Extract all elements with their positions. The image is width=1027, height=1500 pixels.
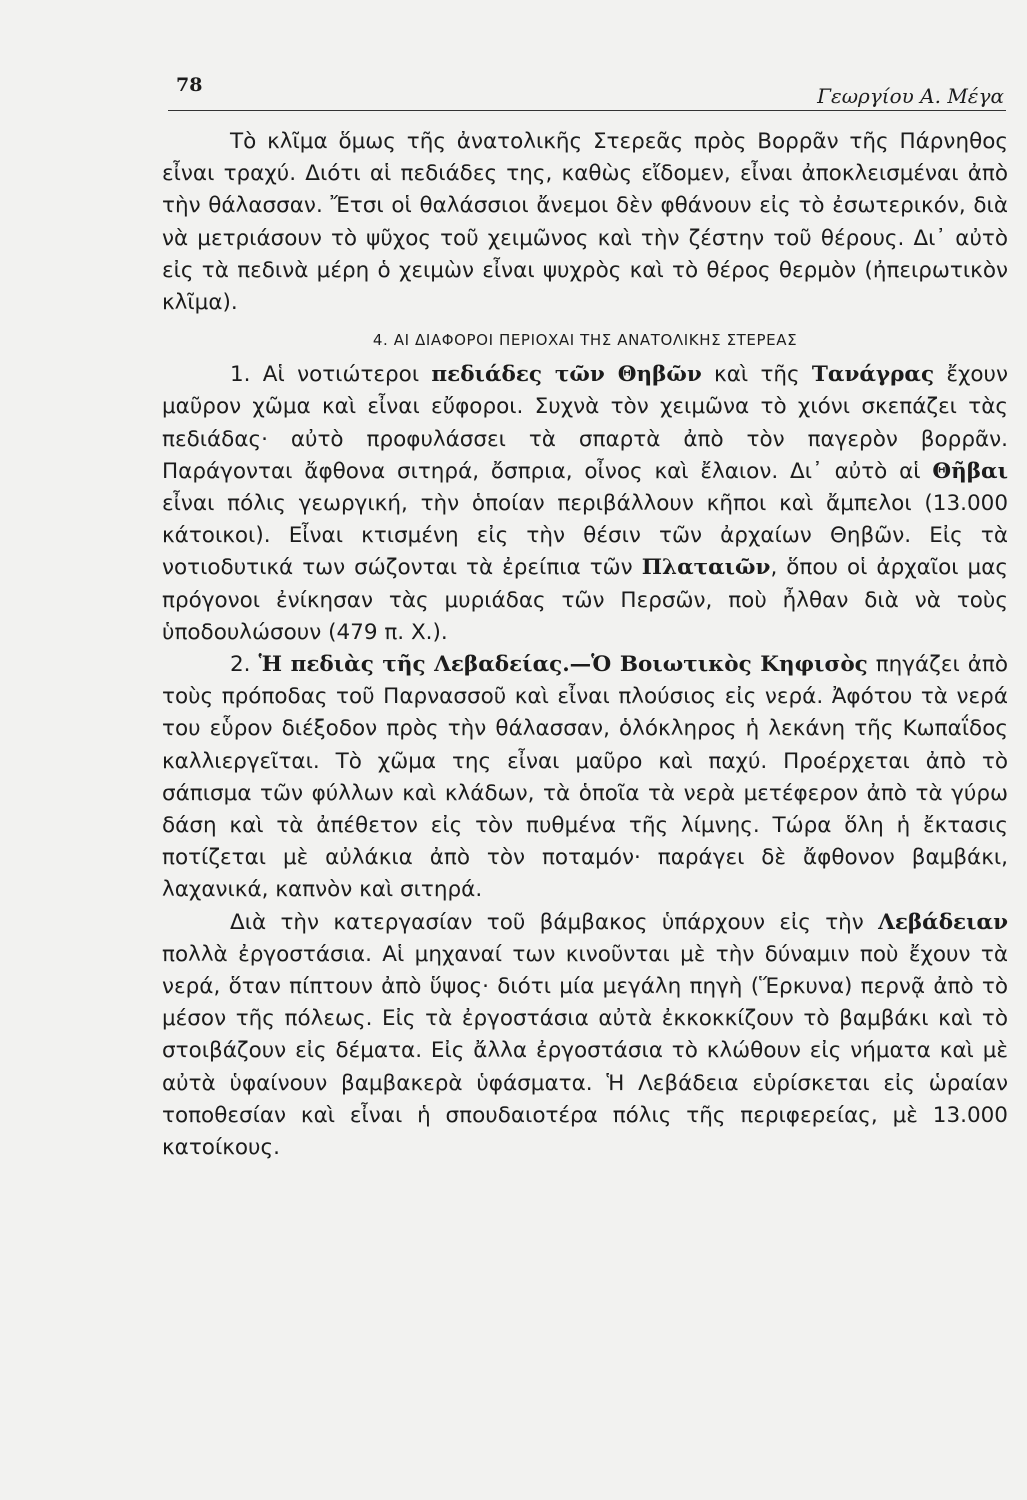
text-run: ἔχουν μαῦρον χῶμα καὶ εἶναι εὔφοροι. Συχνὰ τὸν χειμῶνα τὸ χιόνι σκεπάζει τὰς πεδιάδας· αὐτὸ προφυλάσσει τὰ σπαρτὰ ἀπὸ τὸν παγερὸν βορρᾶν. Παράγονται ἄφθονα σιτηρά, ὄσπρια, οἶνος καὶ ἔλαιον. Δι᾽ αὐτὸ αἱ	[162, 362, 1008, 484]
paragraph-thebes	[162, 359, 1008, 649]
body-text	[162, 126, 1008, 1164]
bold-term-tanagra: Τανάγρας	[811, 362, 935, 388]
text-run: 1. Αἱ νοτιώτεροι	[230, 362, 432, 388]
bold-term-levadeia: Λεβάδειαν	[878, 909, 1008, 935]
running-head: Γεωργίου Α. Μέγα	[817, 84, 1004, 108]
text-run: Διὰ τὴν κατεργασίαν τοῦ βάμβακος ὑπάρχουν εἰς τὴν	[230, 909, 879, 935]
text-run: πολλὰ ἐργοστάσια. Αἱ μηχαναί των κινοῦνται μὲ τὴν δύναμιν ποὺ ἔχουν τὰ νερά, ὅταν πίπτουν ἀπὸ ὕψος· διότι μία μεγάλη πηγὴ (Ἕρκυνα) περνᾷ ἀπὸ τὸ μέσον τῆς πόλεως. Εἰς τὰ ἐργοστάσια αὐτὰ ἐκκοκκίζουν τὸ βαμβάκι καὶ τὸ στοιβάζουν εἰς δέματα. Εἰς ἄλλα ἐργοστάσια τὸ κλώθουν εἰς νήματα καὶ μὲ αὐτὰ ὑφαίνουν βαμβακερὰ ὑφάσματα. Ἡ Λεβάδεια εὑρίσκεται εἰς ὡραίαν τοποθεσίαν καὶ εἶναι ἡ σπουδαιοτέρα πόλις τῆς περιφερείας, μὲ 13.000 κατοίκους.	[162, 941, 1008, 1161]
text-run: εἶναι πόλις γεωργική, τὴν ὁποίαν περιβάλλουν κῆποι καὶ ἄμπελοι (13.000 κάτοικοι). Εἶναι κτισμένη εἰς τὴν θέσιν τῶν ἀρχαίων Θηβῶν. Εἰς τὰ νοτιοδυτικά των σώζονται τὰ ἐρείπια τῶν	[162, 491, 1008, 581]
text-run: 2.	[230, 652, 259, 678]
page-header	[168, 70, 1006, 111]
text-run: , ὅπου οἱ ἀρχαῖοι μας πρόγονοι ἐνίκησαν τὰς μυριάδας τῶν Περσῶν, ποὺ ἦλθαν διὰ νὰ τοὺς ὑποδουλώσουν (479 π. Χ.).	[162, 555, 1008, 645]
text-run: πηγάζει ἀπὸ τοὺς πρόποδας τοῦ Παρνασσοῦ καὶ εἶναι πλούσιος εἰς νερά. Ἀφότου τὰ νερά του εὗρον διέξοδον πρὸς τὴν θάλασσαν, ὁλόκληρος ἡ λεκάνη τῆς Κωπαΐδος καλλιεργεῖται. Τὸ χῶμα της εἶναι μαῦρο καὶ παχύ. Προέρχεται ἀπὸ τὸ σάπισμα τῶν φύλλων καὶ κλάδων, τὰ ὁποῖα τὰ νερὰ μετέφερον ἀπὸ τὰ γύρω δάση καὶ τὰ ἀπέθετον εἰς τὸν πυθμένα τῆς λίμνης. Τώρα ὅλη ἡ ἔκτασις ποτίζεται μὲ αὐλάκια ἀπὸ τὸν ποταμόν· παράγει δὲ ἄφθονον βαμβάκι, λαχανικά, καπνὸν καὶ σιτηρά.	[162, 652, 1008, 903]
bold-term-levadeia-plain: Ἡ πεδιὰς τῆς Λεβαδείας.—Ὁ Βοιωτικὸς Κηφισὸς	[258, 652, 868, 678]
section-heading: 4. ΑΙ ΔΙΑΦΟΡΟΙ ΠΕΡΙΟΧΑΙ ΤΗΣ ΑΝΑΤΟΛΙΚΗΣ ΣΤΕΡΕΑΣ	[372, 331, 798, 350]
text-run: καὶ τῆς	[701, 362, 812, 388]
page-number: 78	[176, 74, 203, 96]
paragraph-cotton	[162, 907, 1008, 1165]
bold-term-thebes-plains: πεδιάδες τῶν Θηβῶν	[431, 362, 702, 388]
bold-term-thebes: Θῆβαι	[932, 458, 1008, 484]
bold-term-plataea: Πλαταιῶν	[641, 555, 771, 581]
paragraph-climate: Τὸ κλῖμα ὅμως τῆς ἀνατολικῆς Στερεᾶς πρὸς Βορρᾶν τῆς Πάρνηθος εἶναι τραχύ. Διότι αἱ πεδιάδες της, καθὼς εἴδομεν, εἶναι ἀποκλεισμέναι ἀπὸ τὴν θάλασσαν. Ἔτσι οἱ θαλάσσιοι ἄνεμοι δὲν φθάνουν εἰς τὸ ἐσωτερικόν, διὰ νὰ μετριάσουν τὸ ψῦχος τοῦ χειμῶνος καὶ τὴν ζέστην τοῦ θέρους. Δι᾽ αὐτὸ εἰς τὰ πεδινὰ μέρη ὁ χειμὼν εἶναι ψυχρὸς καὶ τὸ θέρος θερμὸν (ἠπειρωτικὸν κλῖμα).	[162, 129, 1008, 316]
paragraph-levadeia-plain	[162, 649, 1008, 907]
